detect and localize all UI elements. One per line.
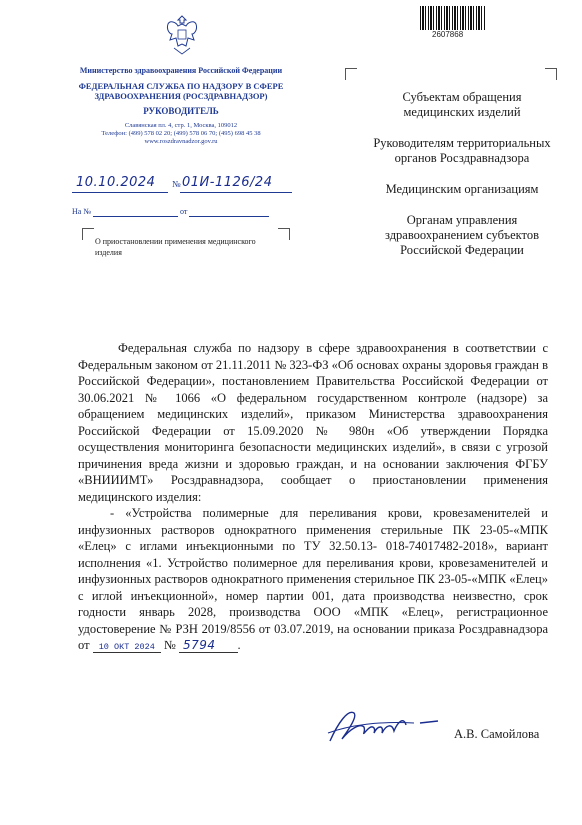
head-title: РУКОВОДИТЕЛЬ bbox=[143, 106, 219, 116]
ministry-name: Министерство здравоохранения Российской Федерации bbox=[79, 66, 283, 75]
from-label: от bbox=[179, 207, 188, 216]
website: www.roszdravnadzor.gov.ru bbox=[144, 138, 218, 145]
subject-corner-tr bbox=[278, 228, 290, 240]
coat-of-arms-emblem-icon bbox=[160, 10, 204, 58]
service-name: ФЕДЕРАЛЬНАЯ СЛУЖБА ПО НАДЗОРУ В СФЕРЕ ЗДРАВООХРАНЕНИЯ (РОСЗДРАВНАДЗОР) bbox=[78, 81, 284, 101]
reply-to-line bbox=[72, 207, 292, 217]
recipient-1: Субъектам обращения медицинских изделий bbox=[402, 90, 522, 119]
registration-no-label: № bbox=[172, 179, 181, 189]
order-end: . bbox=[237, 638, 241, 652]
order-no-label: № bbox=[163, 638, 176, 652]
phones: Телефон: (499) 578 02 20; (499) 578 06 70; (495) 698 45 38 bbox=[101, 130, 261, 137]
letterhead bbox=[70, 66, 292, 146]
order-number: 5794 bbox=[179, 638, 238, 653]
recipient-corner-tr bbox=[545, 68, 557, 80]
registration-date: 10.10.2024 bbox=[76, 175, 156, 190]
recipients-block bbox=[372, 90, 552, 274]
address: Славянская пл. 4, стр. 1, Москва, 109012 bbox=[124, 122, 238, 129]
recipient-4: Органам управления здравоохранением субъектов Российской Федерации bbox=[384, 213, 539, 257]
reply-date-blank bbox=[189, 207, 269, 217]
order-date-stamp: 10 ОКТ 2024 bbox=[93, 642, 161, 653]
body-item bbox=[78, 505, 548, 656]
item-text: - «Устройства полимерные для переливания крови, кровезаменителей и инфузионных растворов однократного применения стерильные ПК 23-05-«МПК «Елец» с иглами инъекционными по ТУ 32.50.13- 018-74017482-2018», вариант исполнения «1. Устройство полимерное для переливания крови, кровезаменителей и инфузионных растворов однократного применения стерильное ПК 23-05-«МПК «Елец» с иглой инъекционной», номер партии 001, дата производства неизвестно, срок годности январь 2028, производства ООО «МПК «Елец», регистрационное удостоверение № РЗН 2019/8556 от 03.07.2019, bbox=[78, 506, 548, 636]
recipient-2: Руководителям территориальных органов Росздравнадзора bbox=[373, 136, 551, 165]
subject: О приостановлении применения медицинского изделия bbox=[95, 237, 256, 257]
number-underline bbox=[180, 192, 292, 193]
signer-name: А.В. Самойлова bbox=[454, 727, 540, 741]
date-underline bbox=[72, 192, 168, 193]
reply-label: На № bbox=[72, 207, 91, 216]
recipient-3: Медицинским организациям bbox=[385, 182, 539, 196]
letter-body bbox=[78, 340, 548, 656]
registration-number: 01И-1126/24 bbox=[182, 175, 273, 190]
barcode bbox=[420, 6, 486, 30]
registration-line bbox=[72, 175, 292, 193]
reply-number-blank bbox=[93, 207, 178, 217]
subject-corner-tl bbox=[82, 228, 94, 240]
body-paragraph: Федеральная служба по надзору в сфере здравоохранения в соответствии с Федеральным законом от 21.11.2011 № 323-ФЗ «Об основах охраны здоровья граждан в Российской Федерации», постановлением Правительства Российской Федерации от 30.06.2021 № 1066 «О федеральном государственном контроле (надзоре) за обращением медицинских изделий», приказом Министерства здравоохранения Российской Федерации от 15.09.2020 № 980н «Об утверждении Порядка осуществления мониторинга безопасности медицинских изделий», в связи с угрозой причинения вреда жизни и здоровью граждан, и на основании заключения ФГБУ «ВНИИИМТ» Росздравнадзора, сообщает о приостановлении применения медицинского изделия: bbox=[78, 341, 548, 504]
barcode-number: 2607868 bbox=[432, 30, 464, 39]
recipient-corner-tl bbox=[345, 68, 357, 80]
basis-text: на основании приказа Росздравнадзора от bbox=[78, 621, 548, 652]
